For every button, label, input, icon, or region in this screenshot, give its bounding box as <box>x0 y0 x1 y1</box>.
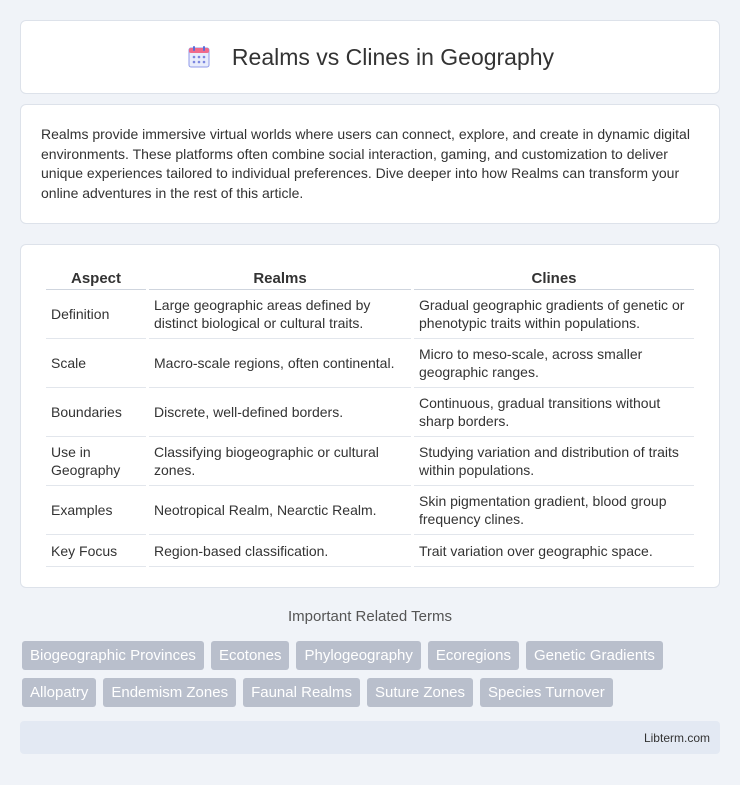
table-row <box>46 437 694 486</box>
tag-phylogeography[interactable]: Phylogeography <box>296 641 420 670</box>
tag-genetic-gradients[interactable]: Genetic Gradients <box>526 641 663 670</box>
aspect-cell: Use in Geography <box>46 437 146 486</box>
footer <box>20 721 720 754</box>
header-aspect: Aspect <box>46 265 146 290</box>
page-title: Realms vs Clines in Geography <box>231 43 555 70</box>
calendar-grid-icon <box>186 44 212 70</box>
aspect-cell: Key Focus <box>46 535 146 567</box>
title-wrap <box>186 44 554 71</box>
table-row <box>46 290 694 339</box>
realms-cell: Region-based classification. <box>149 535 411 567</box>
clines-cell: Studying variation and distribution of traits within populations. <box>414 437 694 486</box>
tag-biogeographic-provinces[interactable]: Biogeographic Provinces <box>22 641 204 670</box>
header-card <box>20 20 720 94</box>
aspect-cell: Boundaries <box>46 388 146 437</box>
clines-cell: Skin pigmentation gradient, blood group frequency clines. <box>414 486 694 535</box>
realms-cell: Large geographic areas defined by distinct biological or cultural traits. <box>149 290 411 339</box>
clines-cell: Gradual geographic gradients of genetic or phenotypic traits within populations. <box>414 290 694 339</box>
tag-allopatry[interactable]: Allopatry <box>22 678 96 707</box>
tag-endemism-zones[interactable]: Endemism Zones <box>103 678 236 707</box>
comparison-card <box>20 244 720 588</box>
table-header-row <box>46 265 694 290</box>
tag-suture-zones[interactable]: Suture Zones <box>367 678 473 707</box>
clines-cell: Micro to meso-scale, across smaller geographic ranges. <box>414 339 694 388</box>
realms-cell: Macro-scale regions, often continental. <box>149 339 411 388</box>
clines-cell: Continuous, gradual transitions without sharp borders. <box>414 388 694 437</box>
related-terms-title: Important Related Terms <box>288 608 452 625</box>
clines-cell: Trait variation over geographic space. <box>414 535 694 567</box>
realms-cell: Classifying biogeographic or cultural zones. <box>149 437 411 486</box>
table-row <box>46 388 694 437</box>
table-row <box>46 339 694 388</box>
realms-cell: Neotropical Realm, Nearctic Realm. <box>149 486 411 535</box>
header-realms: Realms <box>149 265 411 290</box>
aspect-cell: Definition <box>46 290 146 339</box>
intro-card <box>20 104 720 224</box>
tag-ecoregions[interactable]: Ecoregions <box>428 641 519 670</box>
realms-cell: Discrete, well-defined borders. <box>149 388 411 437</box>
header-clines: Clines <box>414 265 694 290</box>
footer-link[interactable]: Libterm.com <box>643 730 710 745</box>
aspect-cell: Scale <box>46 339 146 388</box>
table-row <box>46 486 694 535</box>
comparison-table <box>43 265 697 567</box>
table-row <box>46 535 694 567</box>
related-tags <box>22 641 722 707</box>
aspect-cell: Examples <box>46 486 146 535</box>
intro-paragraph: Realms provide immersive virtual worlds where users can connect, explore, and create in dynamic digital environments. These platforms often combine social interaction, gaming, and customization to deliver unique experiences tailored to individual preferences. Dive deeper into how Realms can transform your online adventures in the rest of this article. <box>41 126 690 201</box>
tag-species-turnover[interactable]: Species Turnover <box>480 678 613 707</box>
tag-faunal-realms[interactable]: Faunal Realms <box>243 678 360 707</box>
tag-ecotones[interactable]: Ecotones <box>211 641 290 670</box>
